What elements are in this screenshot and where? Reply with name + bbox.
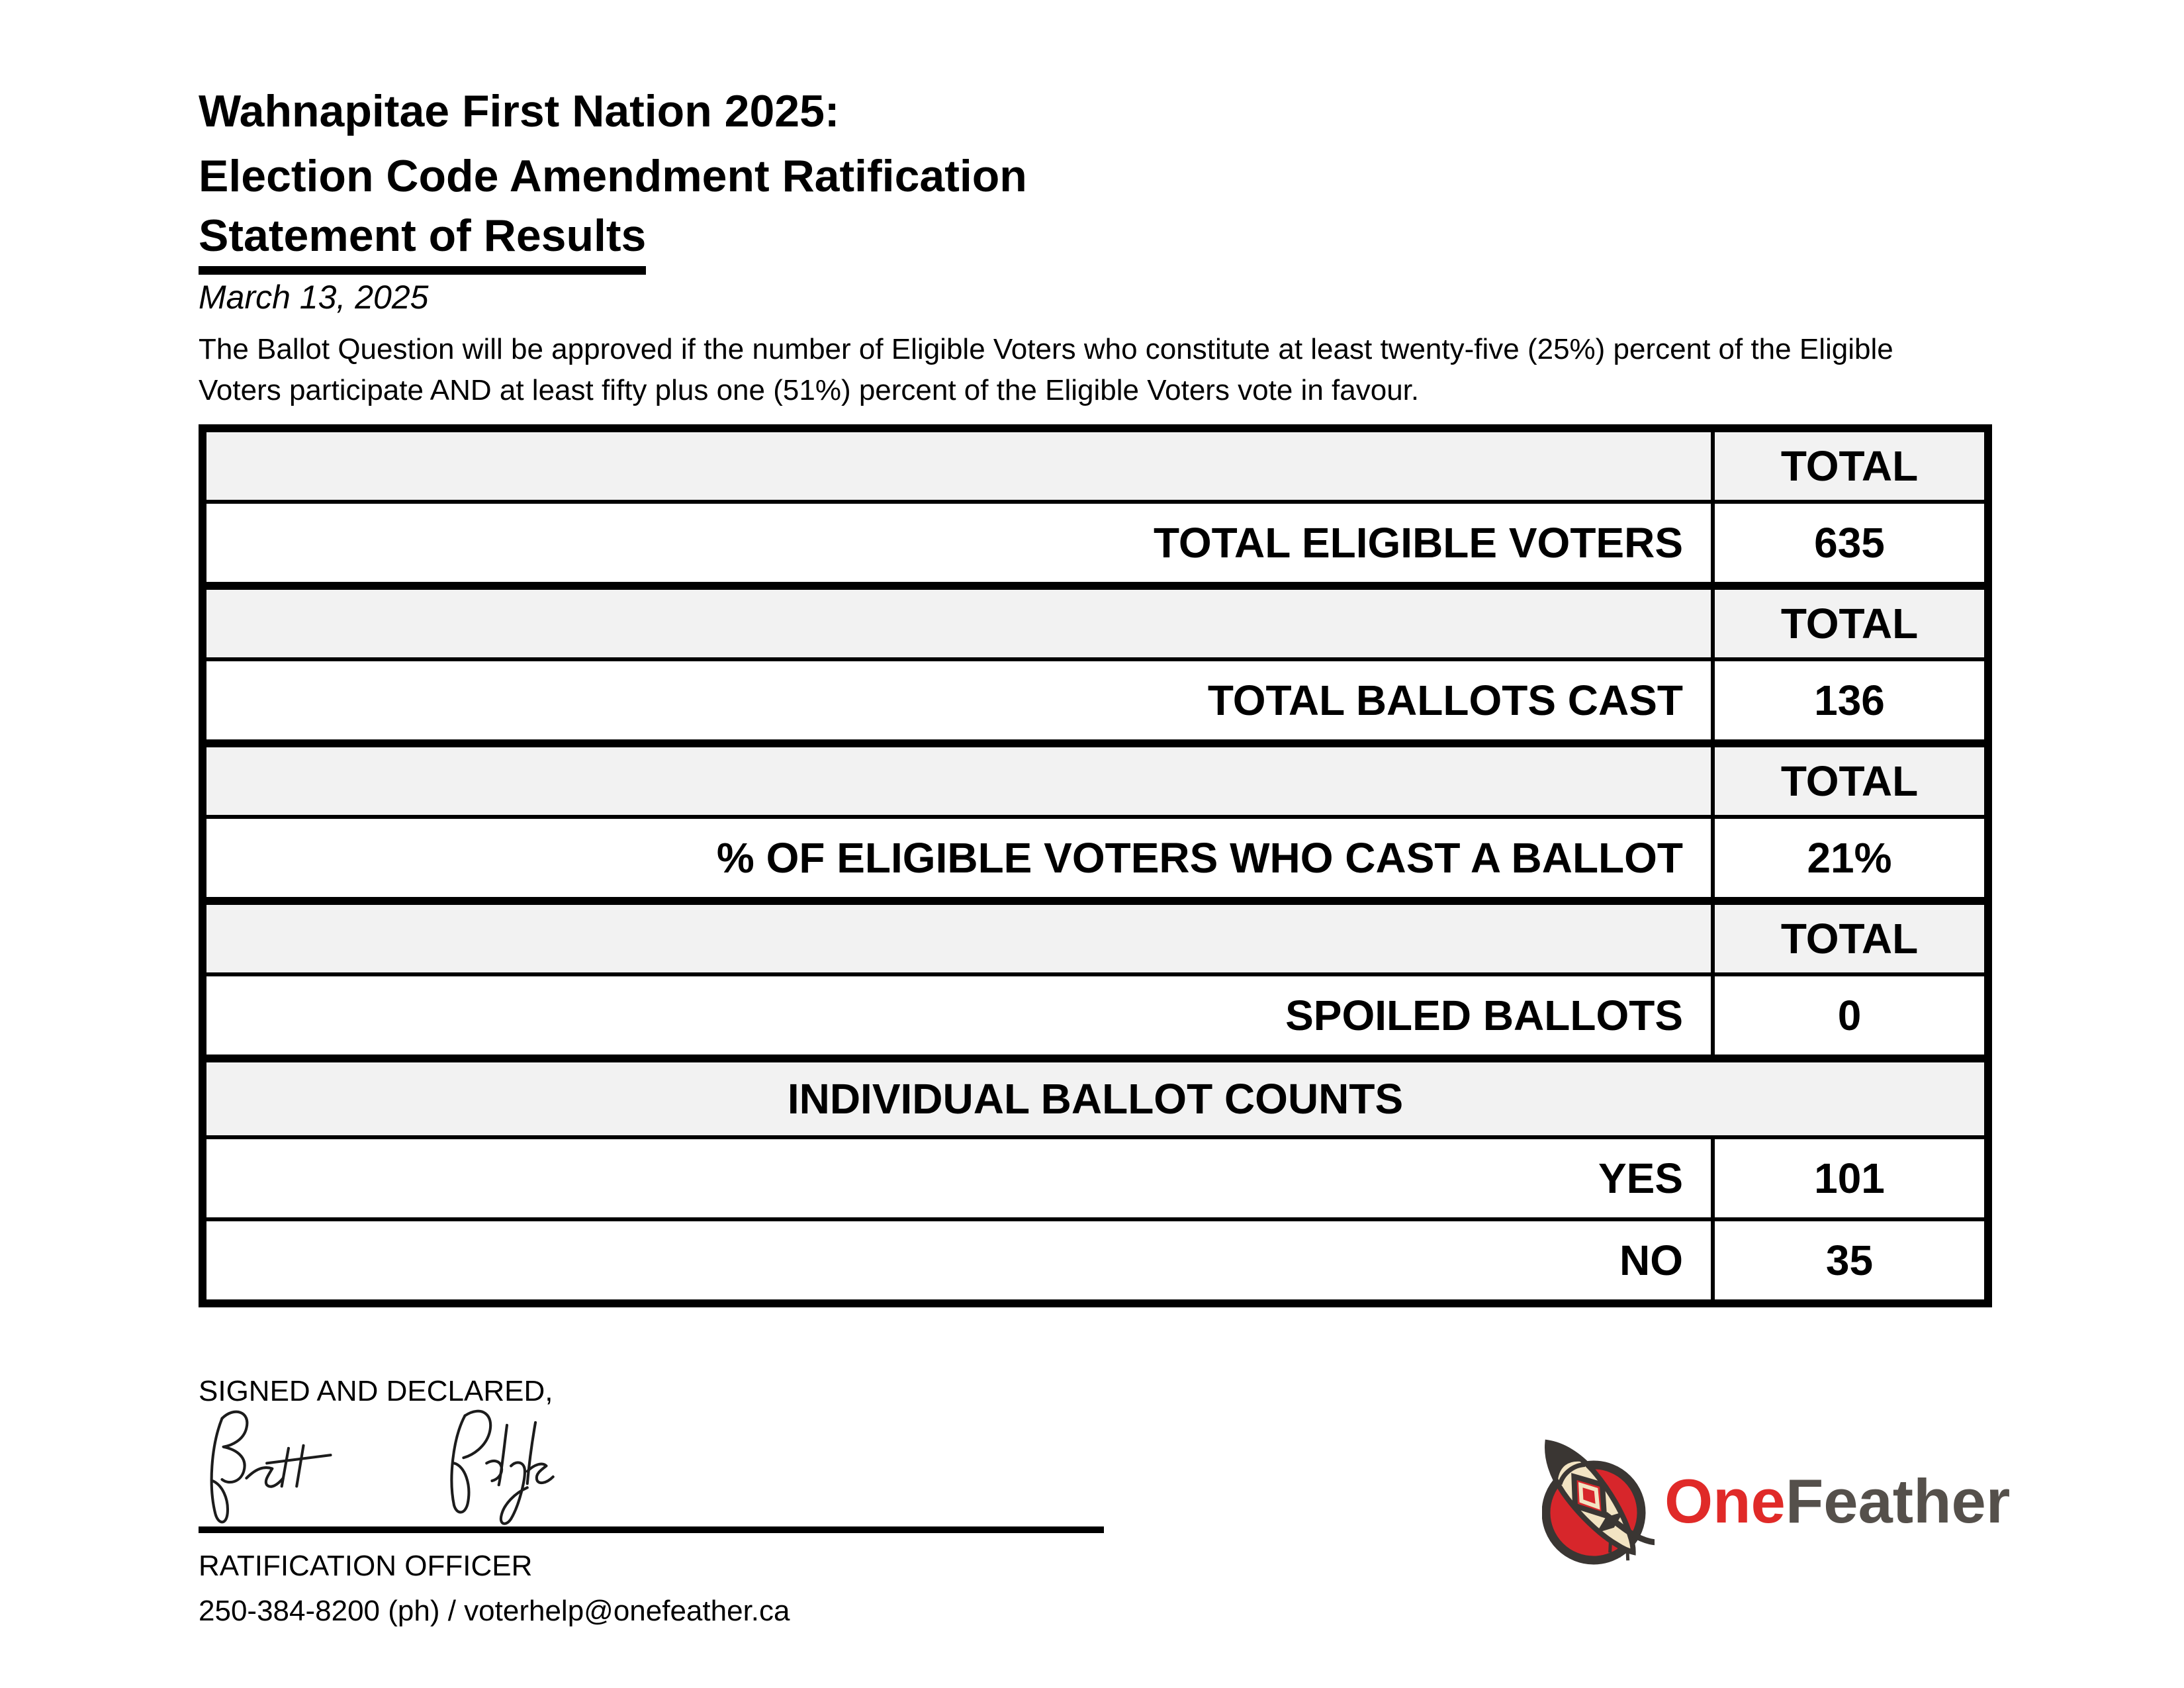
total-column-header: TOTAL (1713, 743, 1988, 817)
row-value: 35 (1713, 1219, 1988, 1303)
total-column-header: TOTAL (1713, 901, 1988, 974)
empty-label-cell (203, 428, 1713, 502)
row-label: NO (203, 1219, 1713, 1303)
document-subtitle: Statement of Results (199, 213, 646, 275)
row-value: 0 (1713, 974, 1988, 1058)
total-column-header: TOTAL (1713, 428, 1988, 502)
signature-line (199, 1526, 1104, 1533)
signed-and-declared-label: SIGNED AND DECLARED, (199, 1375, 553, 1407)
wordmark-one: One (1664, 1466, 1786, 1536)
document-title-line2: Election Code Amendment Ratification (199, 151, 1027, 201)
onefeather-logo (1542, 1423, 2045, 1589)
empty-label-cell (203, 743, 1713, 817)
table-row-total-header (203, 743, 1988, 817)
ballot-question-rule-paragraph: The Ballot Question will be approved if the number of Eligible Voters who constitute at least twenty-five (25%) percent of the Eligible Voters participate AND at least fifty plus one (51%) percent of the Eligible Voters vote in favour. (199, 333, 1893, 406)
document-title-line1: Wahnapitae First Nation 2025: (199, 86, 840, 136)
ratification-officer-label: RATIFICATION OFFICER (199, 1550, 533, 1582)
section-header: INDIVIDUAL BALLOT COUNTS (203, 1058, 1988, 1137)
empty-label-cell (203, 586, 1713, 659)
onefeather-wordmark (1664, 1466, 2011, 1536)
table-row-individual-ballot-counts (203, 1058, 1988, 1137)
row-value: 101 (1713, 1137, 1988, 1219)
table-row-no (203, 1219, 1988, 1303)
table-row-percent-turnout (203, 817, 1988, 901)
table-row-total-header (203, 586, 1988, 659)
table-row-total-header (203, 428, 1988, 502)
row-label: YES (203, 1137, 1713, 1219)
table-row-yes (203, 1137, 1988, 1219)
row-label: TOTAL ELIGIBLE VOTERS (203, 502, 1713, 586)
onefeather-feather-icon (1542, 1423, 1655, 1575)
table-row-ballots-cast (203, 659, 1988, 743)
row-value: 136 (1713, 659, 1988, 743)
document-date: March 13, 2025 (199, 279, 429, 316)
results-table (199, 424, 1992, 1307)
row-label: TOTAL BALLOTS CAST (203, 659, 1713, 743)
row-value: 21% (1713, 817, 1988, 901)
officer-contact-info: 250-384-8200 (ph) / voterhelp@onefeather.ca (199, 1595, 790, 1627)
table-row-spoiled-ballots (203, 974, 1988, 1058)
row-label: % OF ELIGIBLE VOTERS WHO CAST A BALLOT (203, 817, 1713, 901)
row-value: 635 (1713, 502, 1988, 586)
row-label: SPOILED BALLOTS (203, 974, 1713, 1058)
table-row-eligible-voters (203, 502, 1988, 586)
wordmark-feather: Feather (1785, 1466, 2011, 1536)
total-column-header: TOTAL (1713, 586, 1988, 659)
table-row-total-header (203, 901, 1988, 974)
empty-label-cell (203, 901, 1713, 974)
handwritten-signature (193, 1398, 604, 1534)
